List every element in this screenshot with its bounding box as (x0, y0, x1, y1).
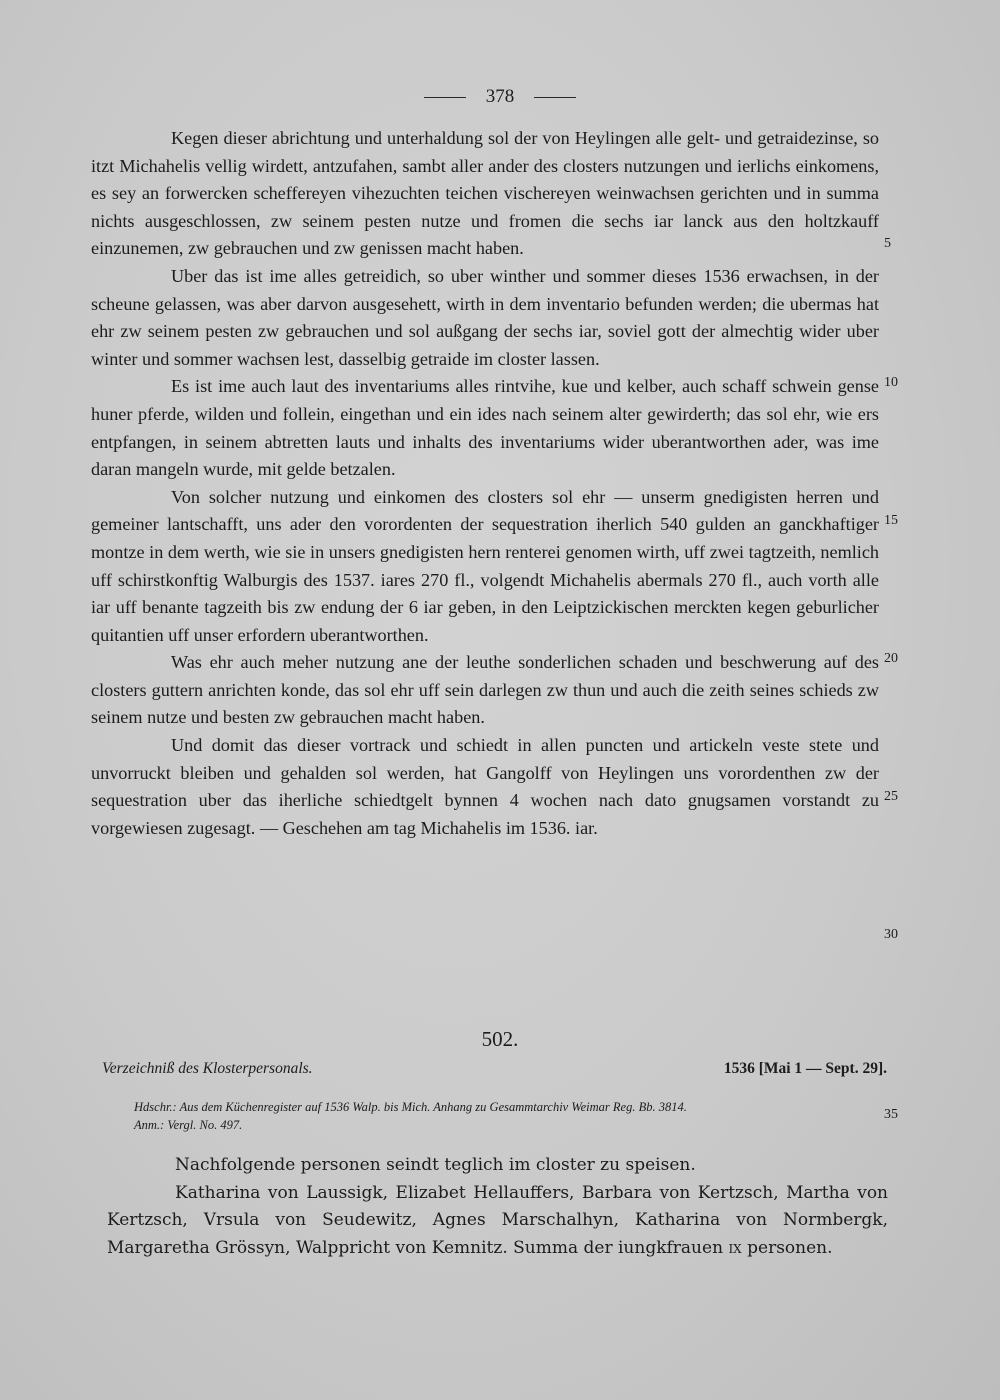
page-header (0, 86, 1000, 108)
paragraph: Was ehr auch meher nutzung ane der leuthe sonderlichen schaden und beschwerung auf des closters guttern anrichten konde, das sol ehr uff sein darlegen zw thun und auch die zeith seines schieds zw seinem nutze und besten zw gebrauchen macht haben. (91, 652, 879, 728)
document-date: 1536 [Mai 1 — Sept. 29]. (723, 1060, 887, 1077)
line-number: 30 (884, 927, 898, 942)
source-note (134, 1098, 894, 1134)
line-number: 25 (884, 789, 898, 804)
line-number: 15 (884, 513, 898, 528)
summa-count: ix (728, 1237, 742, 1258)
source-line: Hdschr.: Aus dem Küchenregister auf 1536 Walp. bis Mich. Anhang zu Gesammtarchiv Weimar Reg. Bb. 3814. (134, 1100, 687, 1114)
names-paragraph (107, 1180, 888, 1263)
paragraph: Kegen dieser abrichtung und unterhaldung sol der von Heylingen alle gelt- und getraidezinse, so itzt Michahelis vellig wirdett, antzufahen, sambt aller ander des closters nutzungen und ierlichs einkomens, es sey an forwercken scheffereyen vihezuchten teichen vischereyen weinwachsen gerichten und in summa nichts ausgeschlossen, zw seinem pesten nutze und fromen die sechs iar lanck aus den holtzkauff einzunemen, zw gebrauchen und zw genissen macht haben. (91, 128, 879, 259)
annotation-line: Anm.: Vergl. No. 497. (134, 1118, 243, 1132)
document-501-text (91, 125, 879, 842)
personnel-listing (107, 1152, 888, 1262)
summa-unit: personen. (747, 1237, 833, 1258)
header-rule-right (534, 97, 576, 98)
names-text: Katharina von Laussigk, Elizabet Hellauffers, Barbara von Kertzsch, Martha von Kertzsch, Vrsula von Seudewitz, Agnes Marschalhyn, Katharina von Normbergk, Margaretha Grössyn, Walppricht von Kemnitz. Summa der iungkfrauen (107, 1182, 888, 1258)
document-number: 502. (481, 1027, 519, 1051)
line-number: 35 (884, 1107, 898, 1122)
paragraph: Es ist ime auch laut des inventariums alles rintvihe, kue und kelber, auch schaff schwein gense huner pferde, wilden und follein, eingethan und ein ides nach seinem alter gewirderth; das sol ehr, wie ers entpfangen, in seinem abtretten lauts und inhalts des inventariums wider uberantworthen ader, was ime daran mangeln wurde, mit gelde betzalen. (91, 376, 879, 480)
document-title: Verzeichniß des Klosterpersonals. (102, 1060, 313, 1077)
paragraph: Und domit das dieser vortrack und schiedt in allen puncten und artickeln veste stete und unvorruckt bleiben und gehalden sol werden, hat Gangolff von Heylingen uns vorordenthen zw der sequestration uber das iherliche schiedtgelt bynnen 4 wochen nach dato gnugsamen vorstandt zu vorgewiesen zugesagt. — Geschehen am tag Michahelis im 1536. iar. (91, 735, 879, 838)
page-number: 378 (485, 86, 515, 107)
header-rule-left (424, 97, 466, 98)
paragraph: Uber das ist ime alles getreidich, so uber winther und sommer dieses 1536 erwachsen, in der scheune gelassen, was aber darvon ausgesehett, wirth in dem inventario befunden werden; die ubermas hat ehr zw seinem pesten zw gebrauchen und sol außgang der sechs iar, soviel gott der almechtig wider uber winter und sommer wachsen lest, dasselbig getraide im closter lassen. (91, 265, 879, 369)
paragraph: Von solcher nutzung und einkomen des closters sol ehr — unserm gnedigisten herren und gemeiner lantschafft, uns ader den vorordenten der sequestration iherlich 540 gulden an ganckhaftiger montze in dem werth, wie sie in unsers gnedigisten hern renterei genomen wirth, uff zwei tagtzeith, nemlich uff schirstkonftig Walburgis des 1537. iares 270 fl., volgendt Michahelis abermals 270 fl., auch vorth alle iar uff benante tagzeith bis zw endung der 6 iar geben, in den Leiptzickischen merckten kegen geburlicher quitantien uff unser erfordern uberantworthen. (91, 486, 879, 645)
line-number: 10 (884, 375, 898, 390)
line-number: 5 (884, 236, 891, 251)
line-number: 20 (884, 651, 898, 666)
listing-heading: Nachfolgende personen seindt teglich im closter zu speisen. (175, 1155, 696, 1175)
